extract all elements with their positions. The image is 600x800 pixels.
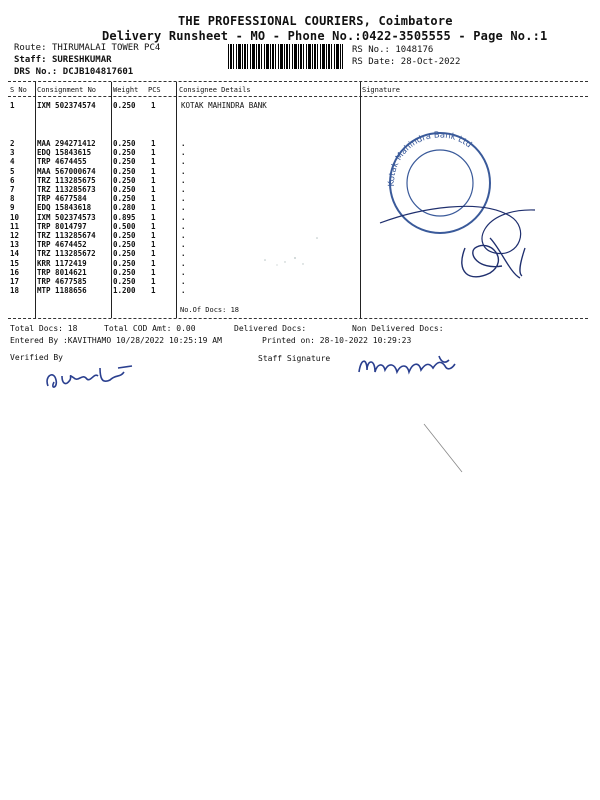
row-consignment-no: TRP 4674455: [37, 157, 87, 167]
row-consignment-no: TRZ 113285672: [37, 249, 96, 259]
staff-label: Staff:: [14, 55, 47, 65]
row-consignee: .: [181, 194, 186, 204]
table-top-rule: [8, 81, 588, 82]
row-weight: 0.250: [113, 240, 136, 250]
row-pcs: 1: [151, 231, 156, 240]
row-pcs: 1: [151, 286, 156, 296]
row-consignee: .: [181, 157, 186, 167]
row-weight: 0.250: [113, 175, 136, 185]
row-consignment-no: EDQ 15843618: [37, 203, 92, 213]
row-weight: 0.250: [113, 267, 136, 277]
row-sno: 2: [10, 139, 15, 148]
row-consignee: .: [181, 231, 186, 240]
row-pcs: 1: [151, 267, 156, 277]
row-consignee: .: [181, 166, 186, 176]
row-sno: 15: [10, 258, 20, 268]
row-pcs: 1: [151, 166, 156, 176]
row-consignment-no: TRZ 113285674: [37, 231, 96, 240]
printed-on: Printed on: 28-10-2022 10:29:23: [262, 336, 412, 345]
verifier-signature-stroke: [47, 366, 132, 387]
row-pcs: 1: [151, 277, 156, 286]
row-sno: 4: [10, 157, 15, 167]
row-pcs: 1: [151, 157, 156, 167]
col-header-signature: Signature: [362, 86, 400, 94]
row-sno: 12: [10, 231, 20, 240]
row-consignee: .: [181, 139, 186, 148]
row-consignment-no: MAA 567000674: [37, 166, 96, 176]
row-consignee: .: [181, 277, 186, 286]
signature-initials: [490, 238, 525, 278]
row-weight: 0.250: [113, 166, 136, 176]
row-pcs: 1: [151, 194, 156, 204]
row-sno: 11: [10, 221, 20, 231]
row-consignment-no: TRP 4677585: [37, 277, 87, 286]
row-pcs: 1: [151, 258, 156, 268]
row-weight: 0.250: [113, 148, 136, 158]
bank-stamp: [387, 130, 490, 233]
stray-pen-line: [424, 424, 462, 472]
col-header-weight: Weight: [113, 86, 139, 94]
row-sno: 18: [10, 286, 20, 296]
row-sno: 14: [10, 249, 20, 259]
no-of-docs: No.Of Docs: 18: [180, 306, 240, 314]
row-pcs: 1: [151, 203, 156, 213]
col-header-sno: S No: [10, 86, 27, 94]
verifier-signature: [40, 362, 150, 394]
rs-date-value: 28-Oct-2022: [400, 57, 461, 67]
row-sno: 13: [10, 240, 20, 250]
row-sno: 8: [10, 194, 15, 204]
staff-row: [14, 55, 112, 65]
row-sno: 5: [10, 166, 15, 176]
drs-row: [14, 67, 133, 77]
bank-stamp-and-signature: [360, 98, 588, 298]
row-pcs: 1: [151, 185, 156, 194]
col-header-pcs: PCS: [148, 86, 161, 94]
row-consignment-no: TRP 4677584: [37, 194, 87, 204]
col-divider: [176, 82, 177, 318]
signature-loop: [462, 245, 502, 276]
row-consignee: .: [181, 203, 186, 213]
drs-value: DCJB104817601: [62, 67, 134, 77]
company-title: THE PROFESSIONAL COURIERS, Coimbatore: [178, 14, 453, 28]
rs-no-row: [352, 45, 433, 55]
row-consignee: .: [181, 249, 186, 259]
row-weight: 0.250: [113, 277, 136, 286]
col-divider: [35, 82, 36, 318]
table-header-rule: [8, 96, 588, 97]
row-sno: 16: [10, 267, 20, 277]
row-consignee: .: [181, 258, 186, 268]
non-delivered-docs: Non Delivered Docs:: [352, 324, 444, 333]
row-consignee: .: [181, 185, 186, 194]
row-consignment-no: KRR 1172419: [37, 258, 87, 268]
row-consignment-no: TRP 4674452: [37, 240, 87, 250]
row-consignee: .: [181, 175, 186, 185]
row-consignment-no: MTP 1188656: [37, 286, 87, 296]
row-sno: 6: [10, 175, 15, 185]
row-consignment-no: TRZ 113285673: [37, 185, 96, 194]
row-weight: 0.250: [113, 101, 136, 110]
row-weight: 0.250: [113, 249, 136, 259]
total-docs: Total Docs: 18: [10, 324, 78, 333]
row-consignee: .: [181, 221, 186, 231]
row-sno: 17: [10, 277, 20, 286]
verified-by-label: Verified By: [10, 353, 63, 362]
rs-no-value: 1048176: [395, 45, 434, 55]
row-consignment-no: TRP 8014621: [37, 267, 87, 277]
row-weight: 0.250: [113, 194, 136, 204]
stray-pen-mark: [420, 420, 470, 480]
row-pcs: 1: [151, 139, 156, 148]
staff-signature-label: Staff Signature: [258, 354, 331, 363]
row-pcs: 1: [151, 148, 156, 158]
row-weight: 0.500: [113, 221, 136, 231]
row-consignment-no: MAA 294271412: [37, 139, 96, 148]
row-sno: 9: [10, 203, 15, 213]
staff-signature: [355, 352, 465, 382]
col-header-consignment: Consignment No: [37, 86, 97, 94]
row-sno: 3: [10, 148, 15, 158]
route-row: [14, 43, 160, 53]
row-consignee: .: [181, 148, 186, 158]
rs-date-label: RS Date:: [352, 57, 396, 67]
row-weight: 0.280: [113, 203, 136, 213]
row-weight: 1.200: [113, 286, 136, 296]
row-sno: 10: [10, 212, 20, 222]
row-consignee: .: [181, 267, 186, 277]
row-weight: 0.250: [113, 139, 136, 148]
row-sno: 1: [10, 101, 15, 110]
row-pcs: 1: [151, 101, 156, 110]
row-consignee: KOTAK MAHINDRA BANK: [181, 101, 267, 110]
row-pcs: 1: [151, 249, 156, 259]
col-header-consignee: Consignee Details: [179, 86, 251, 94]
table-bottom-rule: [8, 318, 588, 319]
row-weight: 0.250: [113, 231, 136, 240]
row-consignee: .: [181, 286, 186, 296]
row-consignment-no: EDQ 15843615: [37, 148, 92, 158]
row-pcs: 1: [151, 221, 156, 231]
stamp-text: Kotak Mahindra Bank Ltd: [386, 130, 474, 187]
row-weight: 0.250: [113, 185, 136, 194]
row-pcs: 1: [151, 212, 156, 222]
row-consignment-no: TRZ 113285675: [37, 175, 96, 185]
row-pcs: 1: [151, 175, 156, 185]
scan-specks: [255, 230, 335, 270]
staff-value: SURESHKUMAR: [51, 55, 112, 65]
rs-no-label: RS No.:: [352, 45, 390, 55]
total-cod: Total COD Amt: 0.00: [104, 324, 196, 333]
row-consignment-no: IXM 502374574: [37, 101, 96, 110]
row-consignment-no: TRP 8014797: [37, 221, 87, 231]
col-divider: [111, 82, 112, 318]
route-value: THIRUMALAI TOWER PC4: [51, 43, 161, 53]
route-label: Route:: [14, 43, 47, 53]
row-weight: 0.250: [113, 258, 136, 268]
drs-label: DRS No.:: [14, 67, 58, 77]
row-pcs: 1: [151, 240, 156, 250]
row-weight: 0.895: [113, 212, 136, 222]
row-consignee: .: [181, 212, 186, 222]
barcode: [228, 44, 343, 69]
rs-date-row: [352, 57, 460, 67]
row-consignment-no: IXM 502374573: [37, 212, 96, 222]
row-sno: 7: [10, 185, 15, 194]
runsheet-subtitle: Delivery Runsheet - MO - Phone No.:0422-3505555 - Page No.:1: [102, 29, 548, 43]
entered-by: Entered By :KAVITHAMO 10/28/2022 10:25:19 AM: [10, 336, 222, 345]
row-consignee: .: [181, 240, 186, 250]
staff-signature-stroke: [359, 356, 455, 372]
row-weight: 0.250: [113, 157, 136, 167]
delivered-docs: Delivered Docs:: [234, 324, 307, 333]
